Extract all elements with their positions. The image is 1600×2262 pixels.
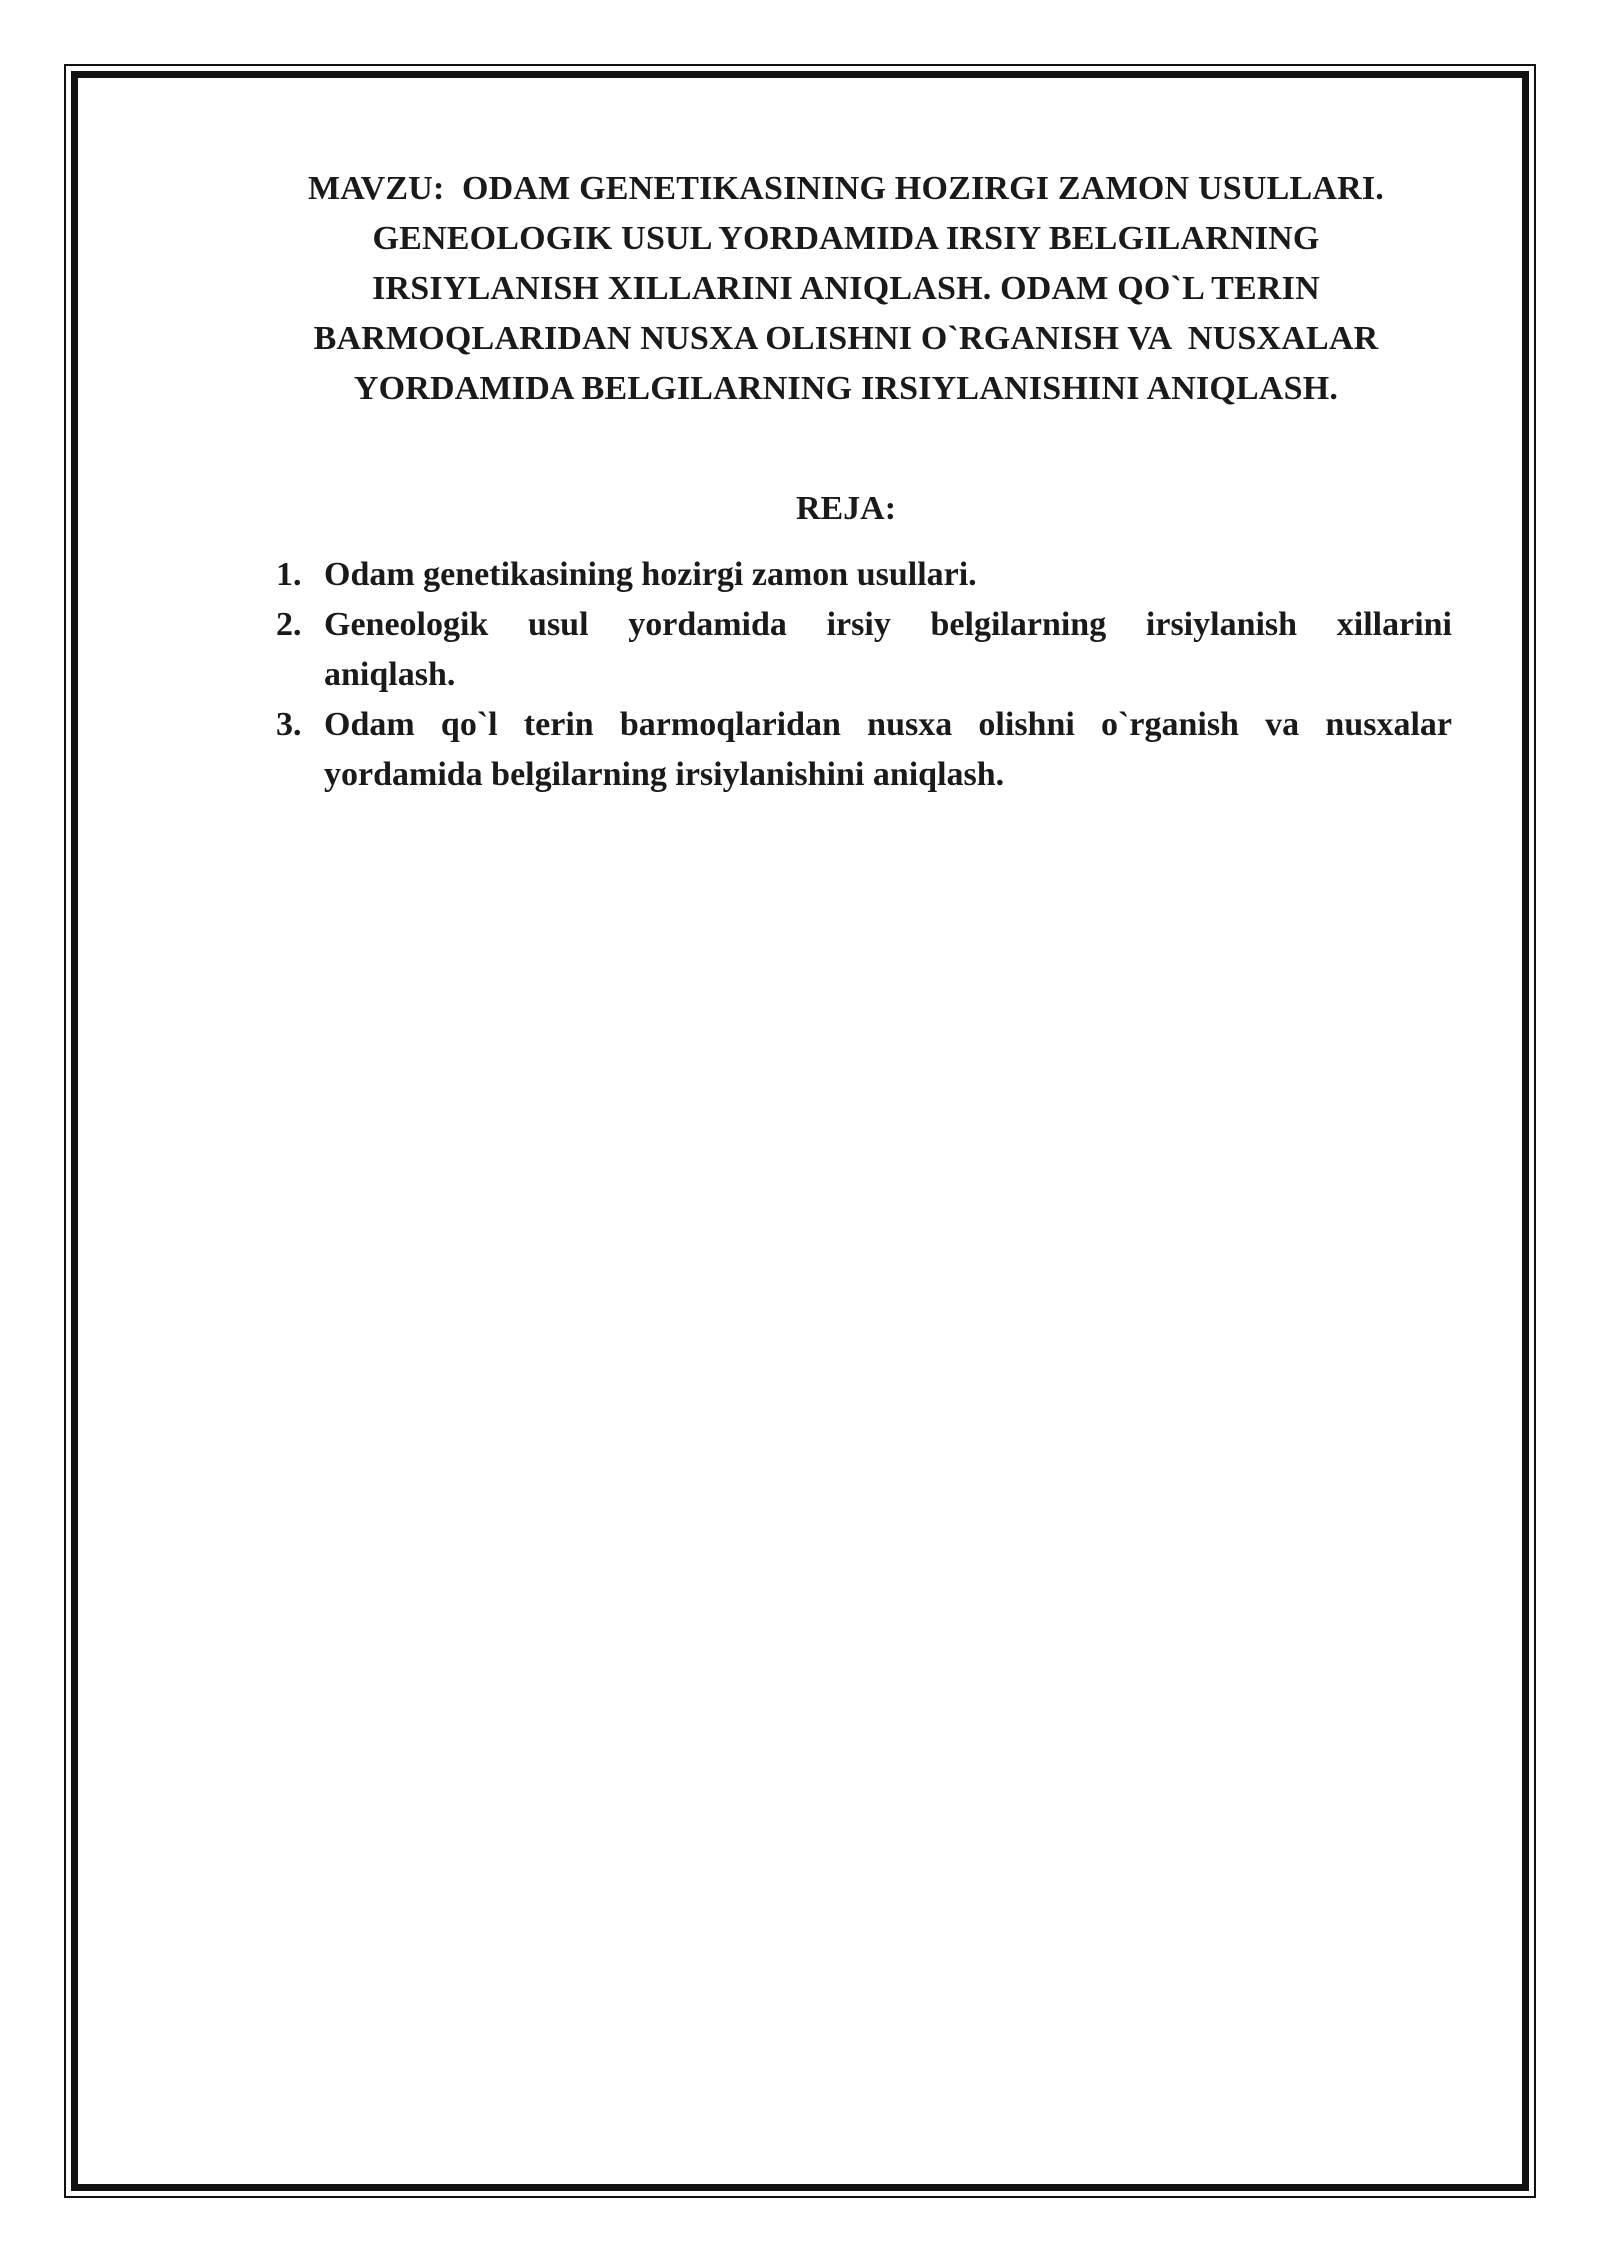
page-content xyxy=(240,164,1452,800)
plan-item-text: Odam genetikasining hozirgi zamon usullari. xyxy=(324,556,977,593)
plan-list xyxy=(240,550,1452,800)
plan-item-number: 1. xyxy=(276,556,302,593)
title-line: BARMOQLARIDAN NUSXA OLISHNI O`RGANISH VA NUSXALAR xyxy=(313,320,1379,357)
title-line: GENEOLOGIK USUL YORDAMIDA IRSIY BELGILARNING xyxy=(372,220,1320,257)
plan-item-3 xyxy=(240,700,1452,800)
plan-item-text: Odam qo`l terin barmoqlaridan nusxa olishni o`rganish va nusxalar xyxy=(324,706,1452,743)
title-line: IRSIYLANISH XILLARINI ANIQLASH. ODAM QO`L TERIN xyxy=(372,270,1320,307)
plan-heading: REJA: xyxy=(795,490,897,527)
plan-item-number: 2. xyxy=(276,606,302,643)
plan-item-text: aniqlash. xyxy=(324,656,456,693)
title-line: MAVZU: ODAM GENETIKASINING HOZIRGI ZAMON USULLARI. xyxy=(308,170,1384,207)
title-line: YORDAMIDA BELGILARNING IRSIYLANISHINI ANIQLASH. xyxy=(353,370,1339,407)
plan-item-2 xyxy=(240,600,1452,700)
document-title xyxy=(240,164,1452,414)
plan-item-1 xyxy=(240,550,1452,600)
plan-item-number: 3. xyxy=(276,706,302,743)
plan-item-text: yordamida belgilarning irsiylanishini aniqlash. xyxy=(324,756,1005,793)
plan-item-text: Geneologik usul yordamida irsiy belgilarning irsiylanish xillarini xyxy=(324,606,1452,643)
